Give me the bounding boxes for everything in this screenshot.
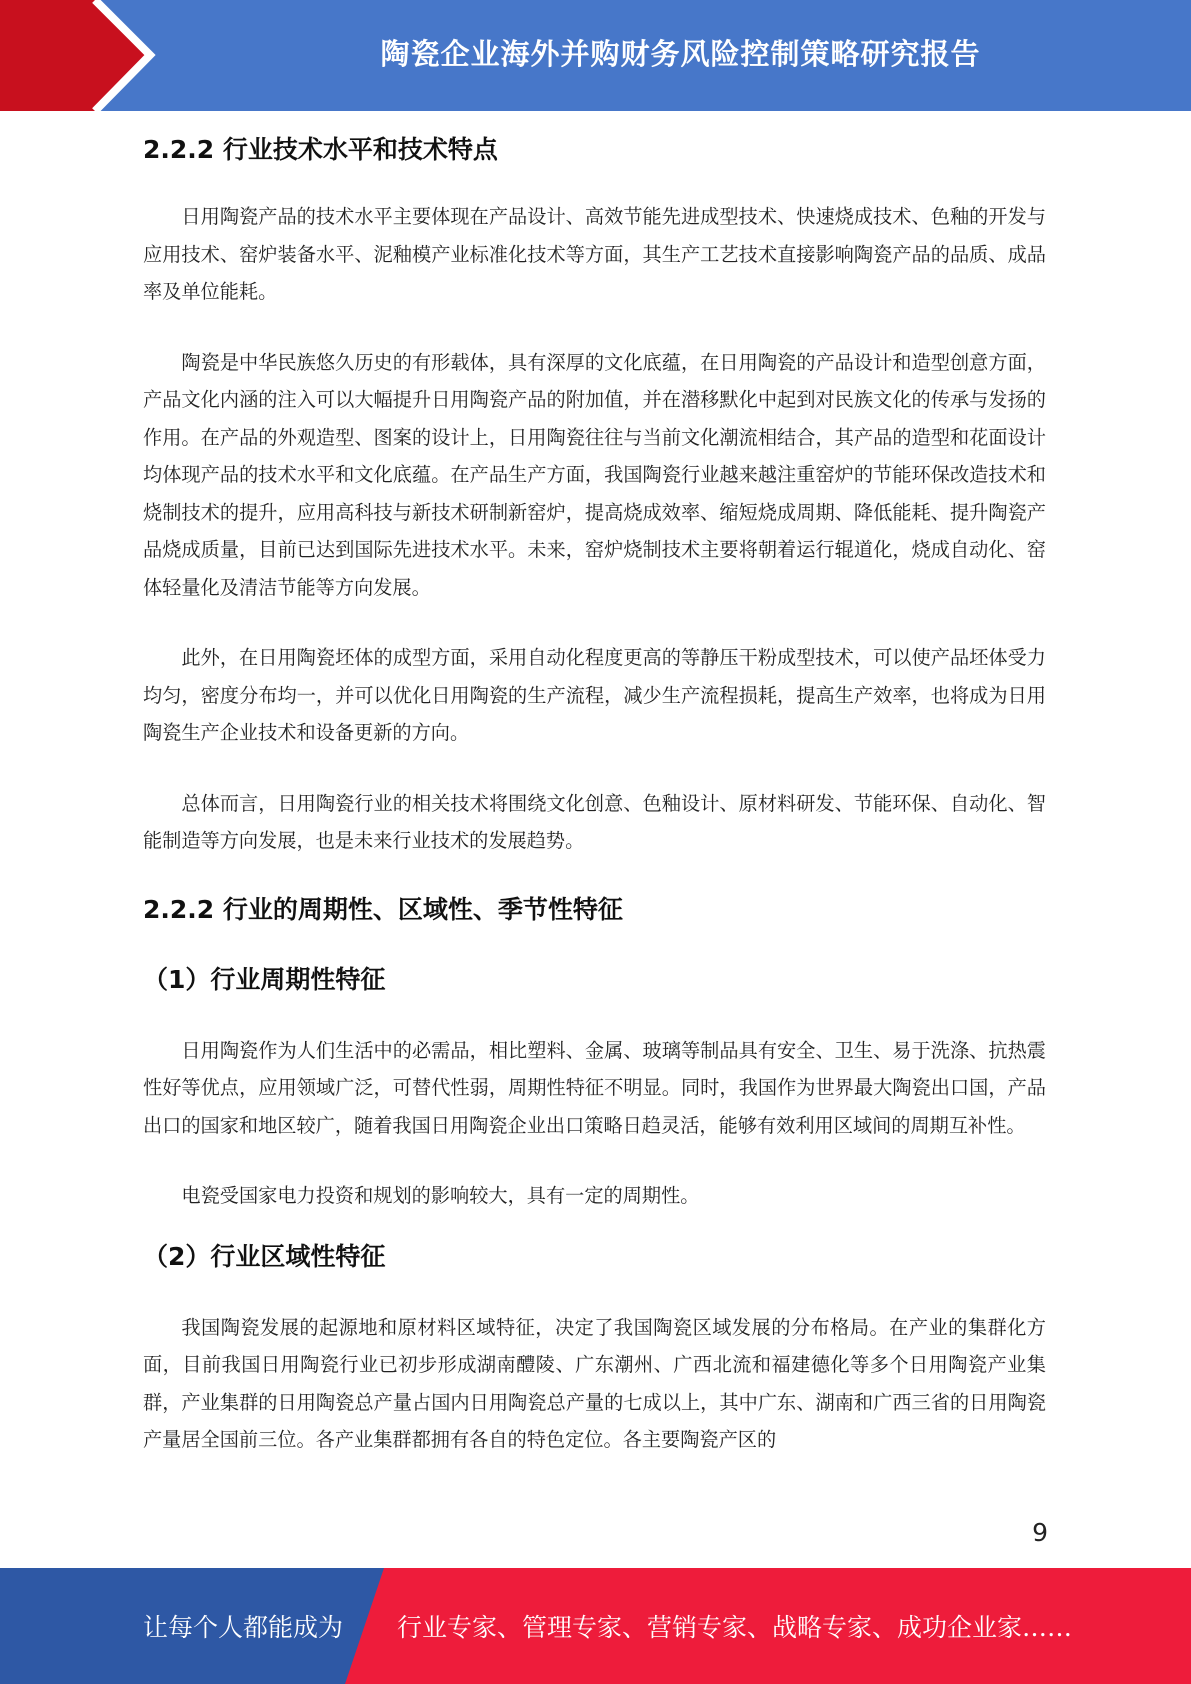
section-heading-tech: 2.2.2 行业技术水平和技术特点 xyxy=(143,135,498,164)
paragraph: 日用陶瓷产品的技术水平主要体现在产品设计、高效节能先进成型技术、快速烧成技术、色釉的开发与应用技术、窑炉装备水平、泥釉模产业标准化技术等方面，其生产工艺技术直接影响陶瓷产品的品质、成品率及单位能耗。 xyxy=(143,205,1046,303)
header-banner xyxy=(0,0,1191,111)
footer-slogan-right: 行业专家、管理专家、营销专家、战略专家、成功企业家…… xyxy=(397,1613,1073,1642)
paragraph: 电瓷受国家电力投资和规划的影响较大，具有一定的周期性。 xyxy=(181,1184,700,1207)
paragraph: 我国陶瓷发展的起源地和原材料区域特征，决定了我国陶瓷区域发展的分布格局。在产业的集群化方面，目前我国日用陶瓷行业已初步形成湖南醴陵、广东潮州、广西北流和福建德化等多个日用陶瓷产业集群，产业集群的日用陶瓷总产量占国内日用陶瓷总产量的七成以上，其中广东、湖南和广西三省的日用陶瓷产量居全国前三位。各产业集群都拥有各自的特色定位。各主要陶瓷产区的 xyxy=(143,1315,1046,1451)
page-number: 9 xyxy=(1032,1518,1048,1547)
document-body xyxy=(143,128,1046,1459)
paragraph: 日用陶瓷作为人们生活中的必需品，相比塑料、金属、玻璃等制品具有安全、卫生、易于洗涤、抗热震性好等优点，应用领域广泛，可替代性弱，周期性特征不明显。同时，我国作为世界最大陶瓷出口国，产品出口的国家和地区较广，随着我国日用陶瓷企业出口策略日趋灵活，能够有效利用区域间的周期互补性。 xyxy=(143,1038,1046,1137)
section-heading-characteristics: 2.2.2 行业的周期性、区域性、季节性特征 xyxy=(143,894,623,924)
paragraph: 此外，在日用陶瓷坯体的成型方面，采用自动化程度更高的等静压干粉成型技术，可以使产品坯体受力均匀，密度分布均一，并可以优化日用陶瓷的生产流程，减少生产流程损耗，提高生产效率，也将成为日用陶瓷生产企业技术和设备更新的方向。 xyxy=(143,646,1046,744)
footer-banner xyxy=(0,1568,1191,1684)
subsection-heading-regional: （2）行业区域性特征 xyxy=(143,1241,386,1271)
subsection-heading-cyclical: （1）行业周期性特征 xyxy=(143,964,386,994)
footer-slogan-left: 让每个人都能成为 xyxy=(143,1613,344,1642)
paragraph: 总体而言，日用陶瓷行业的相关技术将围绕文化创意、色釉设计、原材料研发、节能环保、自动化、智能制造等方向发展，也是未来行业技术的发展趋势。 xyxy=(143,791,1046,852)
header-red-arrow-decoration xyxy=(0,0,160,111)
report-title: 陶瓷企业海外并购财务风险控制策略研究报告 xyxy=(380,36,981,71)
paragraph: 陶瓷是中华民族悠久历史的有形载体，具有深厚的文化底蕴，在日用陶瓷的产品设计和造型创意方面，产品文化内涵的注入可以大幅提升日用陶瓷产品的附加值，并在潜移默化中起到对民族文化的传承与发扬的作用。在产品的外观造型、图案的设计上，日用陶瓷往往与当前文化潮流相结合，其产品的造型和花面设计均体现产品的技术水平和文化底蕴。在产品生产方面，我国陶瓷行业越来越注重窑炉的节能环保改造技术和烧制技术的提升，应用高科技与新技术研制新窑炉，提高烧成效率、缩短烧成周期、降低能耗、提升陶瓷产品烧成质量，目前已达到国际先进技术水平。未来，窑炉烧制技术主要将朝着运行辊道化，烧成自动化、窑体轻量化及清洁节能等方向发展。 xyxy=(143,350,1046,599)
